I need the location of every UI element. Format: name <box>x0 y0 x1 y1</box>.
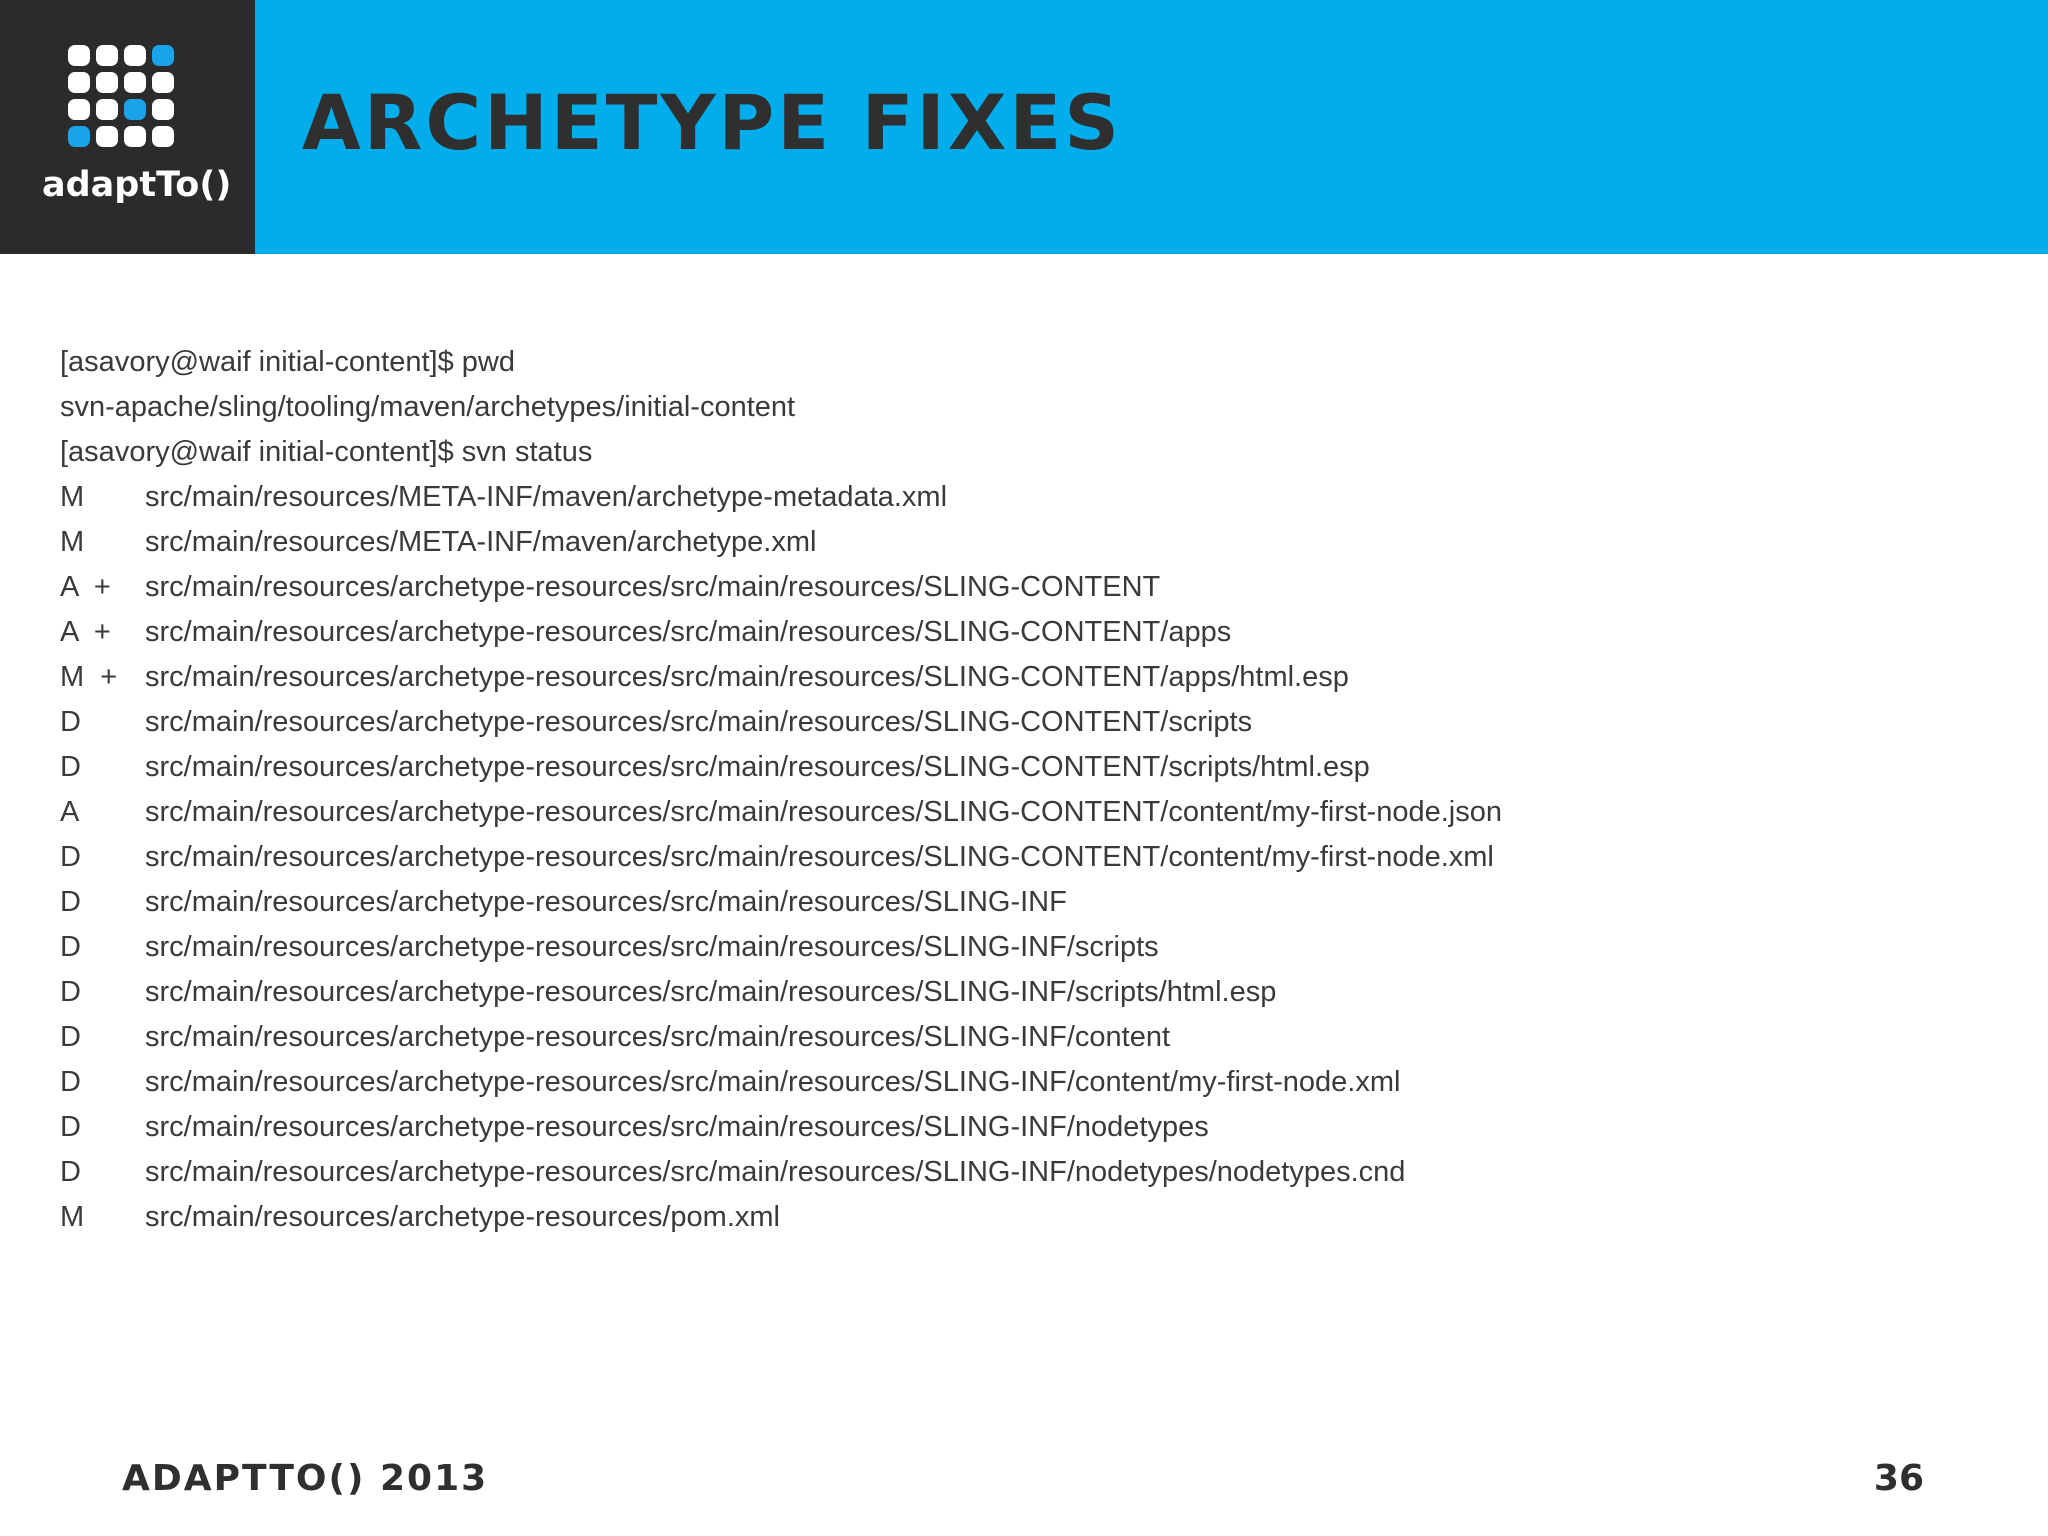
svn-status-output <box>60 340 2010 1240</box>
terminal-line <box>60 520 2010 565</box>
logo-dot <box>96 72 118 93</box>
logo-grid-icon <box>68 45 174 147</box>
svn-status-code: D <box>60 1021 81 1053</box>
svn-status-code: D <box>60 841 81 873</box>
logo-dot <box>68 72 90 93</box>
svn-status-code: M <box>60 1201 85 1233</box>
svn-status-code: D <box>60 1156 81 1188</box>
terminal-line <box>60 565 2010 610</box>
svn-status-code: A <box>60 796 80 828</box>
svn-file-path: src/main/resources/archetype-resources/src/main/resources/SLING-INF/scripts <box>145 931 1159 963</box>
svn-file-path: src/main/resources/archetype-resources/src/main/resources/SLING-CONTENT/apps/html.esp <box>145 661 1349 693</box>
svn-file-path: src/main/resources/archetype-resources/src/main/resources/SLING-CONTENT/apps <box>145 616 1232 648</box>
svn-status-code: D <box>60 886 81 918</box>
terminal-line <box>60 745 2010 790</box>
svn-status-code: M + <box>60 661 118 693</box>
slide-title: ARCHETYPE FIXES <box>302 78 1123 167</box>
svn-file-path: src/main/resources/archetype-resources/src/main/resources/SLING-INF/content/my-first-node.xml <box>145 1066 1401 1098</box>
svn-file-path: src/main/resources/archetype-resources/src/main/resources/SLING-CONTENT/content/my-first-node.json <box>145 796 1502 828</box>
logo-dot <box>68 45 90 66</box>
terminal-line <box>60 655 2010 700</box>
logo-dot <box>124 45 146 66</box>
svn-status-code: D <box>60 1111 81 1143</box>
terminal-text: [asavory@waif initial-content]$ svn status <box>60 436 593 468</box>
terminal-line <box>60 1060 2010 1105</box>
svn-status-code: D <box>60 751 81 783</box>
svn-status-code: A + <box>60 616 111 648</box>
logo-dot <box>68 99 90 120</box>
svn-file-path: src/main/resources/archetype-resources/src/main/resources/SLING-CONTENT/scripts/html.esp <box>145 751 1370 783</box>
logo-dot <box>152 72 174 93</box>
terminal-line <box>60 700 2010 745</box>
svn-file-path: src/main/resources/archetype-resources/src/main/resources/SLING-INF <box>145 886 1067 918</box>
logo-dot <box>152 126 174 147</box>
logo-dot <box>124 72 146 93</box>
terminal-text: svn-apache/sling/tooling/maven/archetypes/initial-content <box>60 391 796 423</box>
terminal-line <box>60 1195 2010 1240</box>
svn-status-code: D <box>60 706 81 738</box>
svn-file-path: src/main/resources/archetype-resources/src/main/resources/SLING-INF/scripts/html.esp <box>145 976 1277 1008</box>
svn-file-path: src/main/resources/META-INF/maven/archetype.xml <box>145 526 817 558</box>
footer-event-label: ADAPTTO() 2013 <box>122 1458 489 1499</box>
svn-status-code: M <box>60 526 85 558</box>
logo-dot <box>96 99 118 120</box>
svn-file-path: src/main/resources/META-INF/maven/archetype-metadata.xml <box>145 481 948 513</box>
svn-status-code: D <box>60 976 81 1008</box>
logo-dot <box>124 126 146 147</box>
svn-status-code: A + <box>60 571 111 603</box>
svn-file-path: src/main/resources/archetype-resources/src/main/resources/SLING-CONTENT <box>145 571 1161 603</box>
terminal-line <box>60 880 2010 925</box>
page-number: 36 <box>1873 1458 1924 1499</box>
logo-dot <box>152 99 174 120</box>
terminal-line <box>60 790 2010 835</box>
svn-file-path: src/main/resources/archetype-resources/src/main/resources/SLING-CONTENT/content/my-first-node.xml <box>145 841 1494 873</box>
terminal-line <box>60 970 2010 1015</box>
svn-file-path: src/main/resources/archetype-resources/src/main/resources/SLING-INF/nodetypes <box>145 1111 1209 1143</box>
logo-text: adaptTo() <box>42 165 232 205</box>
svn-status-code: D <box>60 1066 81 1098</box>
logo-dot <box>96 45 118 66</box>
header-band <box>0 0 2048 254</box>
terminal-line <box>60 1150 2010 1195</box>
logo-dot <box>124 99 146 120</box>
adaptto-logo <box>0 0 255 254</box>
svn-status-code: M <box>60 481 85 513</box>
svn-file-path: src/main/resources/archetype-resources/src/main/resources/SLING-INF/nodetypes/nodetypes.cnd <box>145 1156 1406 1188</box>
terminal-line <box>60 430 2010 475</box>
terminal-line <box>60 385 2010 430</box>
terminal-line <box>60 925 2010 970</box>
svn-status-code: D <box>60 931 81 963</box>
svn-file-path: src/main/resources/archetype-resources/pom.xml <box>145 1201 780 1233</box>
terminal-line <box>60 610 2010 655</box>
terminal-line <box>60 1015 2010 1060</box>
logo-dot <box>96 126 118 147</box>
logo-dot <box>152 45 174 66</box>
terminal-text: [asavory@waif initial-content]$ pwd <box>60 346 515 378</box>
terminal-line <box>60 475 2010 520</box>
terminal-line <box>60 1105 2010 1150</box>
logo-dot <box>68 126 90 147</box>
svn-file-path: src/main/resources/archetype-resources/src/main/resources/SLING-CONTENT/scripts <box>145 706 1253 738</box>
svn-file-path: src/main/resources/archetype-resources/src/main/resources/SLING-INF/content <box>145 1021 1171 1053</box>
terminal-line <box>60 340 2010 385</box>
terminal-line <box>60 835 2010 880</box>
